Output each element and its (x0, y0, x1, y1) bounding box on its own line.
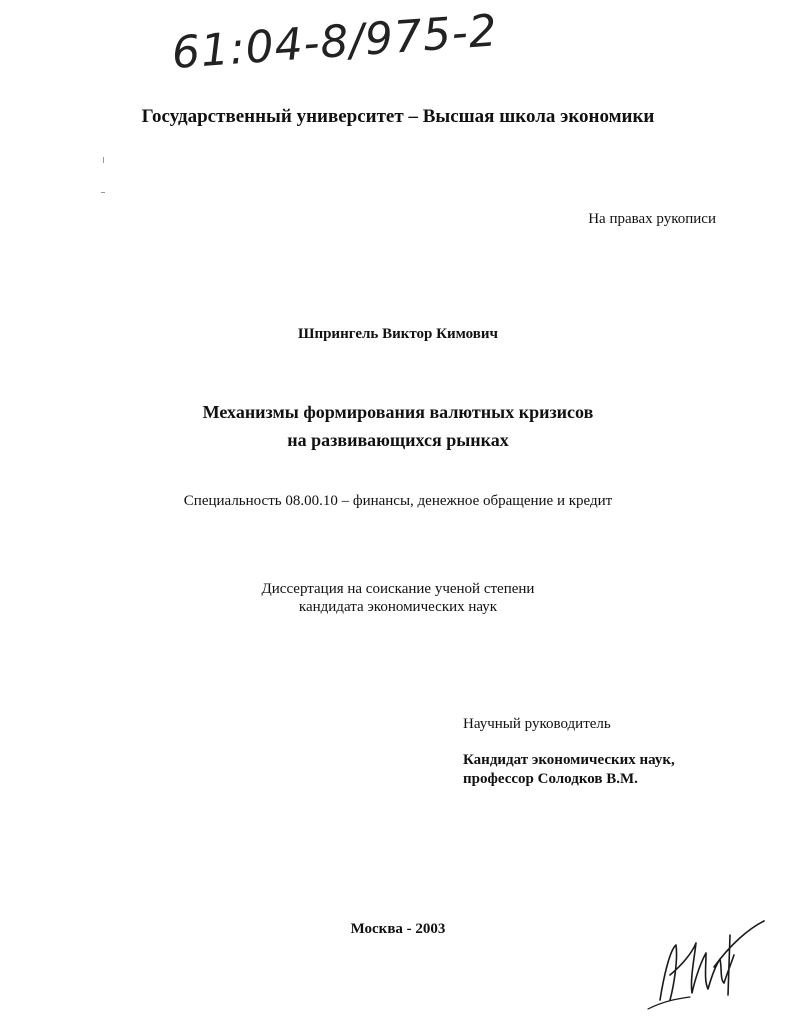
handwritten-catalog-number: 61:04-8/975-2 (170, 5, 500, 79)
author-name: Шпрингель Виктор Кимович (297, 326, 499, 342)
degree-line-2: кандидата экономических наук (298, 599, 498, 615)
advisor-credentials (463, 751, 675, 789)
city-year: Москва - 2003 (350, 921, 446, 937)
scan-speck (103, 157, 104, 163)
title-line-1: Механизмы формирования валютных кризисов (202, 402, 594, 422)
dissertation-title (0, 398, 796, 454)
rights-notice: На правах рукописи (588, 211, 716, 227)
degree-line-1: Диссертация на соискание ученой степени (261, 581, 535, 597)
advisor-title-name: профессор Солодков В.М. (463, 771, 638, 787)
advisor-label: Научный руководитель (463, 716, 611, 732)
title-line-2: на развивающихся рынках (287, 430, 509, 450)
university-name: Государственный университет – Высшая школа экономики (141, 106, 655, 127)
scan-speck (101, 192, 105, 193)
advisor-degree: Кандидат экономических наук, (463, 752, 675, 768)
degree-statement (0, 580, 796, 616)
specialty-line: Специальность 08.00.10 – финансы, денежное обращение и кредит (183, 493, 613, 509)
handwritten-signature (630, 905, 770, 1015)
